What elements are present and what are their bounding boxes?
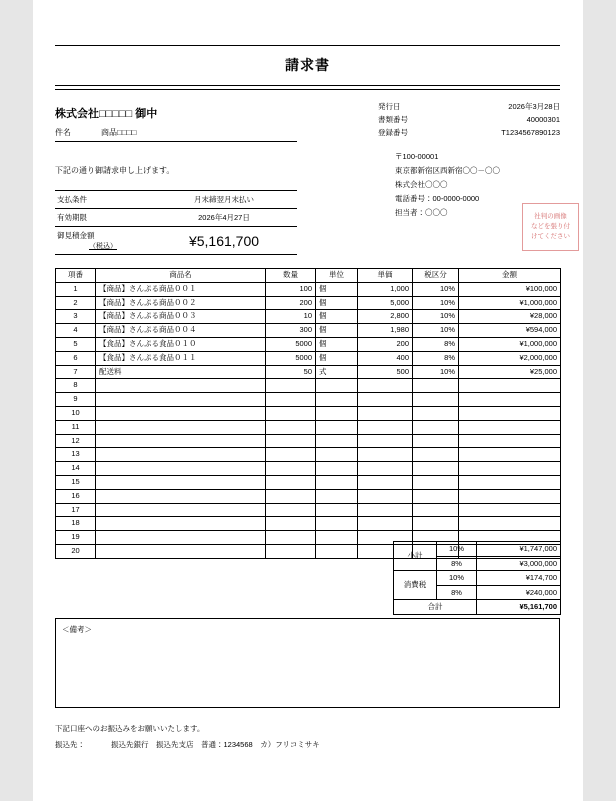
totals-value-tax-10: ¥174,700 (477, 571, 561, 586)
item-tax: 10% (413, 310, 459, 324)
item-qty (266, 420, 316, 434)
item-unit: 個 (316, 324, 358, 338)
table-row (56, 310, 561, 324)
item-name (96, 379, 266, 393)
items-header-amount: 金額 (459, 269, 561, 283)
table-row (56, 406, 561, 420)
item-no: 4 (56, 324, 96, 338)
terms-label-expiry: 有効期限 (55, 209, 151, 227)
item-unit (316, 393, 358, 407)
terms-row-payment (55, 191, 297, 209)
totals-row-total (394, 600, 561, 615)
item-tax: 8% (413, 351, 459, 365)
totals-value-tax-8: ¥240,000 (477, 585, 561, 600)
remarks-label: ＜備考＞ (62, 625, 92, 634)
table-row (56, 365, 561, 379)
terms-label-amount-main: 御見積金額 (57, 231, 95, 240)
item-no: 12 (56, 434, 96, 448)
item-unit (316, 475, 358, 489)
item-price: 1,980 (358, 324, 413, 338)
meta-row-issue-date (378, 100, 560, 113)
item-unit: 個 (316, 337, 358, 351)
items-header-price: 単価 (358, 269, 413, 283)
meta-value-issue-date: 2026年3月28日 (508, 102, 560, 111)
subject-row (55, 127, 297, 142)
item-amount (459, 448, 561, 462)
item-no: 2 (56, 296, 96, 310)
totals-row-tax-10 (394, 571, 561, 586)
items-header-qty: 数量 (266, 269, 316, 283)
meta-value-doc-number: 40000301 (526, 115, 560, 125)
item-unit (316, 448, 358, 462)
item-no: 11 (56, 420, 96, 434)
item-amount (459, 489, 561, 503)
item-no: 10 (56, 406, 96, 420)
item-amount: ¥28,000 (459, 310, 561, 324)
item-unit (316, 379, 358, 393)
item-tax (413, 462, 459, 476)
item-name (96, 517, 266, 531)
subject-label: 件名 (55, 128, 71, 137)
item-qty (266, 462, 316, 476)
item-no: 6 (56, 351, 96, 365)
meta-row-doc-number (378, 113, 560, 126)
item-qty (266, 503, 316, 517)
terms-table (55, 190, 297, 255)
item-qty: 300 (266, 324, 316, 338)
terms-value-amount: ¥5,161,700 (151, 227, 297, 255)
item-unit: 個 (316, 351, 358, 365)
item-qty (266, 406, 316, 420)
totals-label-tax: 消費税 (394, 571, 437, 600)
item-unit (316, 503, 358, 517)
item-name (96, 393, 266, 407)
item-qty (266, 434, 316, 448)
meta-label-registration-number: 登録番号 (378, 128, 408, 138)
bank-note: 下記口座へのお振込みをお願いいたします。 (55, 724, 205, 733)
item-name (96, 434, 266, 448)
table-row (56, 420, 561, 434)
seal-line-2: などを張り付 (531, 222, 570, 230)
item-amount (459, 503, 561, 517)
table-row (56, 379, 561, 393)
item-qty: 50 (266, 365, 316, 379)
item-price (358, 393, 413, 407)
item-price: 2,800 (358, 310, 413, 324)
item-amount: ¥25,000 (459, 365, 561, 379)
totals-rate-subtotal-10: 10% (437, 542, 477, 557)
item-amount: ¥100,000 (459, 282, 561, 296)
table-row (56, 517, 561, 531)
lead-text: 下記の通り御請求申し上げます。 (55, 166, 175, 175)
item-tax (413, 517, 459, 531)
item-tax (413, 406, 459, 420)
terms-value-expiry: 2026年4月27日 (151, 209, 297, 227)
item-amount: ¥594,000 (459, 324, 561, 338)
item-name: 【商品】さんぷる商品００３ (96, 310, 266, 324)
table-row (56, 475, 561, 489)
item-tax: 10% (413, 365, 459, 379)
item-price (358, 489, 413, 503)
item-no: 14 (56, 462, 96, 476)
item-name (96, 503, 266, 517)
table-row (56, 489, 561, 503)
totals-label-total: 合計 (394, 600, 477, 615)
item-qty (266, 379, 316, 393)
item-qty (266, 531, 316, 545)
items-header-no: 項番 (56, 269, 96, 283)
item-tax (413, 475, 459, 489)
item-unit (316, 531, 358, 545)
totals-rate-tax-8: 8% (437, 585, 477, 600)
item-tax (413, 379, 459, 393)
item-unit (316, 462, 358, 476)
item-name: 【商品】さんぷる商品００１ (96, 282, 266, 296)
item-qty: 10 (266, 310, 316, 324)
item-qty (266, 475, 316, 489)
terms-label-payment: 支払条件 (55, 191, 151, 209)
item-no: 3 (56, 310, 96, 324)
totals-rate-subtotal-8: 8% (437, 556, 477, 571)
meta-label-doc-number: 書類番号 (378, 115, 408, 125)
item-tax: 10% (413, 282, 459, 296)
bank-row (55, 739, 320, 750)
issuer-postal: 〒100-00001 (395, 152, 439, 161)
item-unit (316, 406, 358, 420)
item-unit (316, 489, 358, 503)
terms-value-payment: 月末締翌月末払い (151, 191, 297, 209)
item-amount (459, 517, 561, 531)
item-amount (459, 379, 561, 393)
issuer-company: 株式会社〇〇〇 (395, 179, 448, 189)
item-amount (459, 393, 561, 407)
title-rule-bottom (55, 85, 560, 90)
totals-label-subtotal: 小計 (394, 542, 437, 571)
item-qty: 5000 (266, 337, 316, 351)
item-name (96, 420, 266, 434)
item-tax: 10% (413, 296, 459, 310)
item-price: 200 (358, 337, 413, 351)
item-qty (266, 489, 316, 503)
totals-value-subtotal-8: ¥3,000,000 (477, 556, 561, 571)
item-tax (413, 489, 459, 503)
meta-value-registration-number: T1234567890123 (501, 128, 560, 138)
item-qty: 200 (266, 296, 316, 310)
item-amount: ¥2,000,000 (459, 351, 561, 365)
item-price (358, 448, 413, 462)
title-rule-top (55, 45, 560, 46)
issuer-contact: 担当者：〇〇〇 (395, 207, 448, 217)
company-seal-placeholder (522, 203, 579, 251)
item-no: 20 (56, 544, 96, 558)
invoice-page (33, 0, 583, 801)
item-qty: 100 (266, 282, 316, 296)
item-amount (459, 406, 561, 420)
totals-value-subtotal-10: ¥1,747,000 (477, 542, 561, 557)
customer-name: 株式会社□□□□□ 御中 (55, 108, 158, 120)
items-header-row (56, 269, 561, 283)
subject-value: 商品□□□□ (101, 128, 137, 137)
item-no: 19 (56, 531, 96, 545)
issuer-phone: 電話番号：00-0000-0000 (395, 193, 480, 203)
totals-table (393, 541, 561, 615)
item-amount (459, 475, 561, 489)
item-unit (316, 420, 358, 434)
item-name: 【商品】さんぷる商品００２ (96, 296, 266, 310)
item-qty (266, 448, 316, 462)
table-row (56, 448, 561, 462)
item-amount (459, 462, 561, 476)
item-tax: 10% (413, 324, 459, 338)
item-no: 1 (56, 282, 96, 296)
item-name: 【商品】さんぷる商品００４ (96, 324, 266, 338)
item-name (96, 489, 266, 503)
terms-label-amount-sub: （税込） (89, 243, 117, 250)
meta-row-registration-number (378, 126, 560, 139)
item-no: 7 (56, 365, 96, 379)
item-price (358, 517, 413, 531)
item-price: 1,000 (358, 282, 413, 296)
item-price (358, 503, 413, 517)
item-tax: 8% (413, 337, 459, 351)
issuer-address: 東京都新宿区西新宿〇〇－〇〇 (395, 165, 500, 175)
totals-value-total: ¥5,161,700 (477, 600, 561, 615)
item-name (96, 462, 266, 476)
totals-row-subtotal-10 (394, 542, 561, 557)
item-name: 【食品】さんぷる食品０１０ (96, 337, 266, 351)
item-amount: ¥1,000,000 (459, 337, 561, 351)
item-tax (413, 393, 459, 407)
page-title: 請求書 (285, 57, 330, 73)
item-no: 17 (56, 503, 96, 517)
item-tax (413, 420, 459, 434)
item-no: 5 (56, 337, 96, 351)
terms-row-amount (55, 227, 297, 255)
item-no: 18 (56, 517, 96, 531)
item-price (358, 379, 413, 393)
item-qty (266, 544, 316, 558)
item-unit (316, 434, 358, 448)
item-price: 5,000 (358, 296, 413, 310)
item-name (96, 544, 266, 558)
item-price (358, 406, 413, 420)
item-no: 8 (56, 379, 96, 393)
item-unit: 個 (316, 296, 358, 310)
table-row (56, 337, 561, 351)
item-unit: 個 (316, 282, 358, 296)
item-price: 400 (358, 351, 413, 365)
item-name (96, 448, 266, 462)
table-row (56, 351, 561, 365)
item-tax (413, 503, 459, 517)
issuer-block (395, 150, 500, 219)
table-row (56, 324, 561, 338)
items-header-unit: 単位 (316, 269, 358, 283)
terms-row-expiry (55, 209, 297, 227)
item-no: 16 (56, 489, 96, 503)
table-row (56, 503, 561, 517)
bank-value: 振込先銀行 振込先支店 普通：1234568 カ）フリコミサキ (111, 740, 320, 749)
item-name: 配送料 (96, 365, 266, 379)
bank-label: 振込先： (55, 740, 85, 749)
totals-rate-tax-10: 10% (437, 571, 477, 586)
item-amount (459, 434, 561, 448)
table-row (56, 434, 561, 448)
items-table (55, 268, 561, 559)
items-header-name: 商品名 (96, 269, 266, 283)
item-name (96, 531, 266, 545)
items-header-tax: 税区分 (413, 269, 459, 283)
item-no: 15 (56, 475, 96, 489)
seal-line-3: けてください (531, 233, 570, 241)
meta-label-issue-date: 発行日 (378, 102, 401, 111)
seal-line-1: 社判の画像 (534, 212, 567, 220)
item-no: 9 (56, 393, 96, 407)
item-name (96, 475, 266, 489)
table-row (56, 462, 561, 476)
item-unit: 個 (316, 310, 358, 324)
item-price (358, 475, 413, 489)
terms-label-amount (55, 227, 151, 255)
item-qty (266, 517, 316, 531)
item-tax (413, 434, 459, 448)
items-table-body (56, 282, 561, 558)
item-unit: 式 (316, 365, 358, 379)
item-name: 【食品】さんぷる食品０１１ (96, 351, 266, 365)
item-price (358, 462, 413, 476)
item-no: 13 (56, 448, 96, 462)
item-price (358, 420, 413, 434)
item-qty (266, 393, 316, 407)
item-qty: 5000 (266, 351, 316, 365)
remarks-box (55, 618, 560, 708)
item-amount (459, 420, 561, 434)
item-price: 500 (358, 365, 413, 379)
item-unit (316, 517, 358, 531)
item-amount: ¥1,000,000 (459, 296, 561, 310)
table-row (56, 282, 561, 296)
meta-block (378, 100, 560, 139)
table-row (56, 296, 561, 310)
item-name (96, 406, 266, 420)
item-unit (316, 544, 358, 558)
item-price (358, 434, 413, 448)
item-tax (413, 448, 459, 462)
table-row (56, 393, 561, 407)
